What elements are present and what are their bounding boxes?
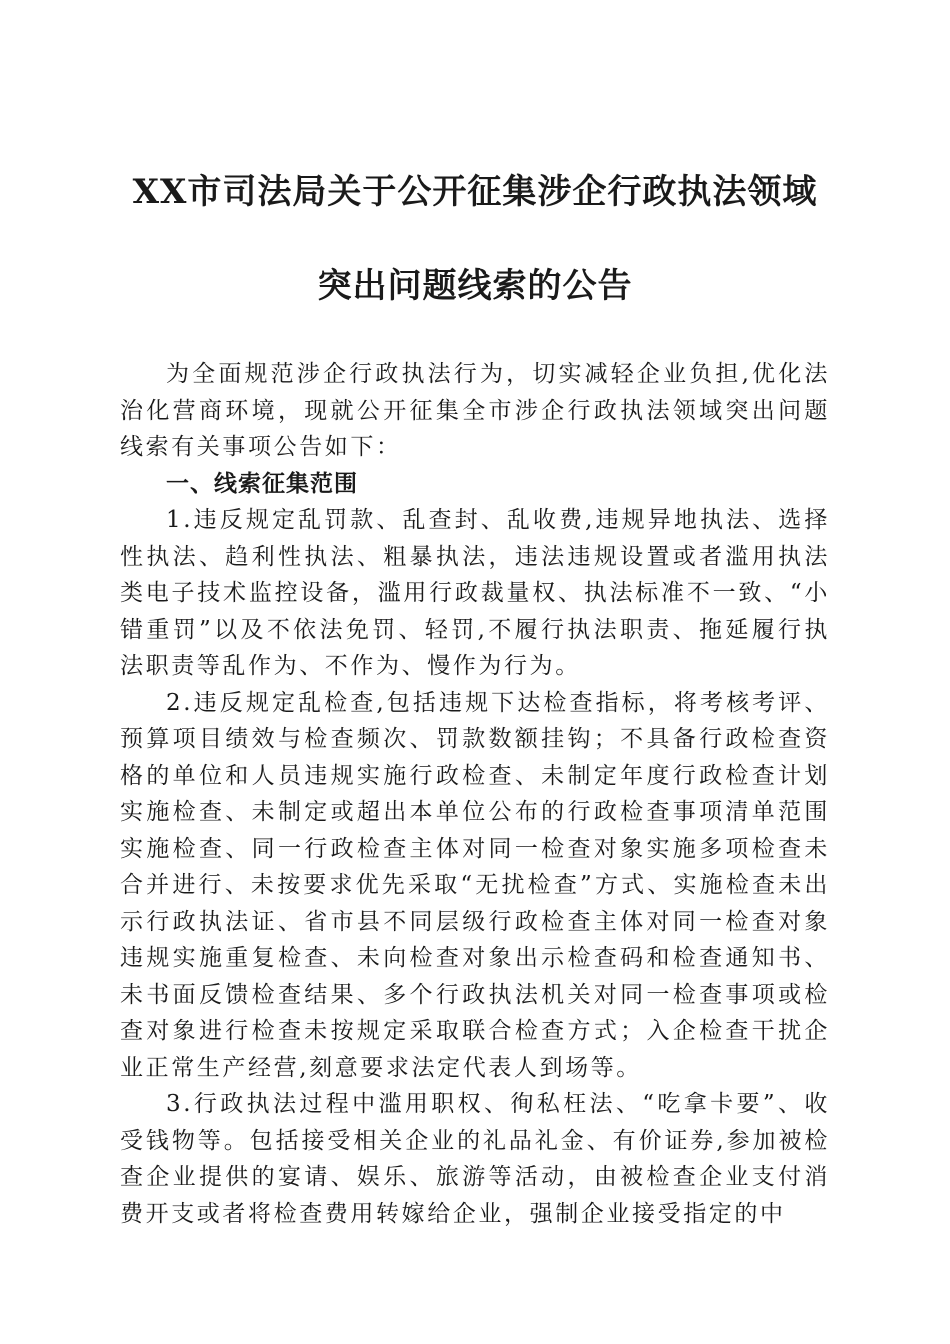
list-item-2: 2.违反规定乱检查,包括违规下达检查指标，将考核考评、预算项目绩效与检查频次、罚款数额挂钩；不具备行政检查资格的单位和人员违规实施行政检查、未制定年度行政检查计划实施检查、未制定或超出本单位公布的行政检查事项清单范围实施检查、同一行政检查主体对同一检查对象实施多项检查未合并进行、未按要求优先采取“无扰检查”方式、实施检查未出示行政执法证、省市县不同层级行政检查主体对同一检查对象违规实施重复检查、未向检查对象出示检查码和检查通知书、未书面反馈检查结果、多个行政执法机关对同一检查事项或检查对象进行检查未按规定采取联合检查方式；入企检查干扰企业正常生产经营,刻意要求法定代表人到场等。	[120, 689, 830, 1081]
intro-paragraph: 为全面规范涉企行政执法行为，切实减轻企业负担,优化法治化营商环境，现就公开征集全市涉企行政执法领域突出问题线索有关事项公告如下：	[120, 361, 830, 460]
list-item-1: 1.违反规定乱罚款、乱查封、乱收费,违规异地执法、选择性执法、趋利性执法、粗暴执法，违法违规设置或者滥用执法类电子技术监控设备，滥用行政裁量权、执法标准不一致、“小错重罚”以及不依法免罚、轻罚,不履行执法职责、拖延履行执法职责等乱作为、不作为、慢作为行为。	[120, 507, 830, 679]
document-title-line-2: 突出问题线索的公告	[317, 266, 633, 306]
section-heading: 一、线索征集范围	[166, 470, 358, 497]
document-title-line-1: XX市司法局关于公开征集涉企行政执法领域	[132, 172, 818, 212]
list-item-3: 3.行政执法过程中滥用职权、徇私枉法、“吃拿卡要”、收受钱物等。包括接受相关企业的礼品礼金、有价证券,参加被检查企业提供的宴请、娱乐、旅游等活动，由被检查企业支付消费开支或者将检查费用转嫁给企业，强制企业接受指定的中	[120, 1091, 830, 1227]
document-body	[120, 356, 830, 1232]
